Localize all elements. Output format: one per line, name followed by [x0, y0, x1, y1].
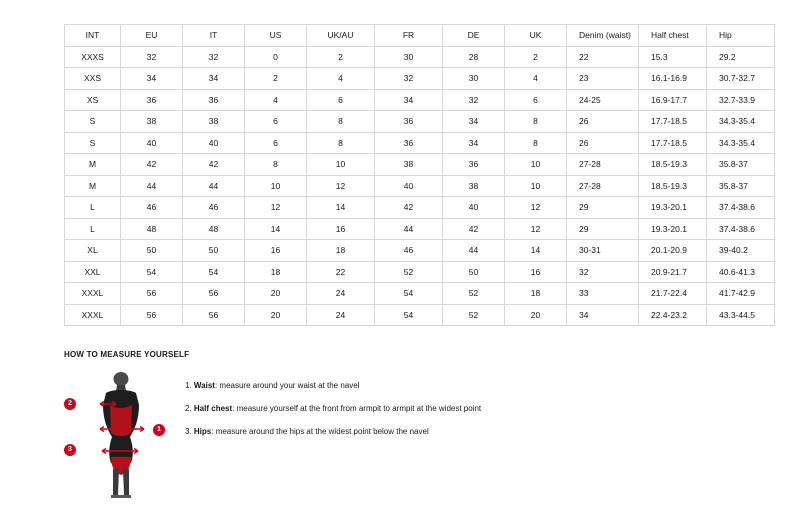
- table-cell: 18: [307, 240, 375, 262]
- table-cell: 21.7-22.4: [639, 283, 707, 305]
- table-cell: 32: [443, 89, 505, 111]
- table-cell: 56: [121, 283, 183, 305]
- table-cell: 38: [121, 111, 183, 133]
- table-cell: 20: [245, 283, 307, 305]
- table-cell: 4: [307, 68, 375, 90]
- table-cell: 40: [183, 132, 245, 154]
- table-cell: 35.8-37: [707, 175, 775, 197]
- mannequin-figure-container: [64, 371, 179, 501]
- table-cell: 18: [245, 261, 307, 283]
- table-row: [65, 154, 775, 176]
- table-cell: 2: [307, 46, 375, 68]
- table-cell: 14: [307, 197, 375, 219]
- table-cell: 27-28: [567, 154, 639, 176]
- instruction-term-waist: Waist: [193, 381, 215, 390]
- table-cell: 12: [505, 197, 567, 219]
- measure-badge-1: 1: [153, 424, 165, 436]
- table-cell: 8: [505, 111, 567, 133]
- table-cell: 10: [505, 154, 567, 176]
- table-cell: 12: [505, 218, 567, 240]
- table-cell: 22.4-23.2: [639, 304, 707, 326]
- table-cell: 22: [307, 261, 375, 283]
- table-cell: 34: [567, 304, 639, 326]
- table-row: [65, 304, 775, 326]
- table-cell: 34: [121, 68, 183, 90]
- table-cell: 28: [443, 46, 505, 68]
- mannequin-illustration: [86, 371, 156, 501]
- table-cell: 20.1-20.9: [639, 240, 707, 262]
- table-cell: 29: [567, 197, 639, 219]
- instruction-term-half-chest: Half chest: [193, 403, 233, 413]
- table-cell: 50: [443, 261, 505, 283]
- table-cell: 44: [443, 240, 505, 262]
- column-header-us: US: [245, 25, 307, 47]
- table-row: [65, 68, 775, 90]
- measure-badge-3: 3: [64, 444, 76, 456]
- table-cell: 4: [505, 68, 567, 90]
- table-cell: M: [65, 175, 121, 197]
- column-header-hip: Hip: [707, 25, 775, 47]
- table-cell: 16: [307, 218, 375, 240]
- table-cell: 34: [443, 132, 505, 154]
- how-to-measure-title: HOW TO MEASURE YOURSELF: [64, 350, 190, 359]
- table-cell: 30: [443, 68, 505, 90]
- table-row: [65, 111, 775, 133]
- table-cell: S: [65, 132, 121, 154]
- measure-instruction-waist: [185, 381, 481, 392]
- table-cell: 19.3-20.1: [639, 197, 707, 219]
- table-cell: 30-31: [567, 240, 639, 262]
- table-cell: 37.4-38.6: [707, 197, 775, 219]
- how-to-measure-section: [64, 350, 734, 501]
- table-cell: 32: [567, 261, 639, 283]
- table-cell: 6: [245, 111, 307, 133]
- table-cell: 40: [443, 197, 505, 219]
- table-cell: 4: [245, 89, 307, 111]
- table-cell: 23: [567, 68, 639, 90]
- table-cell: XS: [65, 89, 121, 111]
- table-cell: 6: [307, 89, 375, 111]
- table-cell: 54: [375, 304, 443, 326]
- table-cell: S: [65, 111, 121, 133]
- table-row: [65, 89, 775, 111]
- table-cell: 33: [567, 283, 639, 305]
- table-cell: 6: [505, 89, 567, 111]
- table-cell: 43.3-44.5: [707, 304, 775, 326]
- table-cell: 29: [567, 218, 639, 240]
- table-cell: 17.7-18.5: [639, 111, 707, 133]
- table-cell: 42: [375, 197, 443, 219]
- table-cell: 16: [245, 240, 307, 262]
- table-cell: 46: [375, 240, 443, 262]
- table-cell: 20: [245, 304, 307, 326]
- table-cell: 44: [183, 175, 245, 197]
- measure-instruction-half-chest: [185, 404, 481, 415]
- table-cell: 42: [443, 218, 505, 240]
- table-cell: 20: [505, 304, 567, 326]
- instruction-text-waist: : measure around your waist at the navel: [214, 381, 360, 390]
- table-cell: 46: [121, 197, 183, 219]
- table-cell: 27-28: [567, 175, 639, 197]
- table-cell: 52: [443, 304, 505, 326]
- table-cell: 2: [245, 68, 307, 90]
- table-cell: 0: [245, 46, 307, 68]
- column-header-it: IT: [183, 25, 245, 47]
- table-cell: 24: [307, 304, 375, 326]
- table-cell: 8: [505, 132, 567, 154]
- table-cell: L: [65, 197, 121, 219]
- table-cell: 36: [183, 89, 245, 111]
- table-row: [65, 261, 775, 283]
- table-row: [65, 175, 775, 197]
- table-cell: M: [65, 154, 121, 176]
- table-cell: 50: [121, 240, 183, 262]
- table-cell: 48: [183, 218, 245, 240]
- table-cell: 6: [245, 132, 307, 154]
- table-cell: 34: [183, 68, 245, 90]
- table-cell: 41.7-42.9: [707, 283, 775, 305]
- measure-instruction-hips: [185, 427, 481, 438]
- table-cell: 39-40.2: [707, 240, 775, 262]
- instruction-text-hips: : measure around the hips at the widest point below the navel: [211, 426, 429, 436]
- table-cell: 54: [121, 261, 183, 283]
- column-header-fr: FR: [375, 25, 443, 47]
- table-cell: 19.3-20.1: [639, 218, 707, 240]
- table-row: [65, 197, 775, 219]
- table-cell: 36: [443, 154, 505, 176]
- table-cell: 32: [121, 46, 183, 68]
- table-cell: 36: [375, 111, 443, 133]
- table-cell: 8: [307, 111, 375, 133]
- table-cell: 32: [183, 46, 245, 68]
- table-cell: 20.9-21.7: [639, 261, 707, 283]
- instruction-number-3: 3.: [185, 426, 192, 436]
- table-cell: 16: [505, 261, 567, 283]
- table-row: [65, 132, 775, 154]
- instruction-text-half-chest: : measure yourself at the front from armpit to armpit at the widest point: [232, 403, 482, 413]
- table-cell: 16.9-17.7: [639, 89, 707, 111]
- table-cell: 8: [245, 154, 307, 176]
- table-row: [65, 240, 775, 262]
- table-cell: 14: [245, 218, 307, 240]
- instruction-number-2: 2.: [185, 403, 192, 413]
- table-cell: 26: [567, 111, 639, 133]
- table-cell: L: [65, 218, 121, 240]
- table-row: [65, 46, 775, 68]
- table-cell: 18.5-19.3: [639, 175, 707, 197]
- table-cell: 10: [307, 154, 375, 176]
- table-cell: 46: [183, 197, 245, 219]
- table-cell: 15.3: [639, 46, 707, 68]
- table-cell: 34: [443, 111, 505, 133]
- column-header-half-chest: Half chest: [639, 25, 707, 47]
- table-cell: 36: [121, 89, 183, 111]
- table-cell: 30: [375, 46, 443, 68]
- table-body: [65, 46, 775, 326]
- table-cell: 8: [307, 132, 375, 154]
- table-cell: 44: [375, 218, 443, 240]
- table-cell: 56: [183, 304, 245, 326]
- table-cell: 2: [505, 46, 567, 68]
- table-cell: 42: [121, 154, 183, 176]
- table-header-row: [65, 25, 775, 47]
- table-cell: 34: [375, 89, 443, 111]
- table-cell: XXS: [65, 68, 121, 90]
- table-cell: 12: [245, 197, 307, 219]
- size-chart-container: [64, 24, 755, 326]
- table-cell: 17.7-18.5: [639, 132, 707, 154]
- table-cell: 36: [375, 132, 443, 154]
- table-cell: 16.1-16.9: [639, 68, 707, 90]
- table-cell: 32.7-33.9: [707, 89, 775, 111]
- table-cell: 12: [307, 175, 375, 197]
- column-header-de: DE: [443, 25, 505, 47]
- table-cell: 30.7-32.7: [707, 68, 775, 90]
- table-cell: 38: [375, 154, 443, 176]
- table-row: [65, 218, 775, 240]
- table-cell: 56: [121, 304, 183, 326]
- measure-badge-2: 2: [64, 398, 76, 410]
- table-cell: 29.2: [707, 46, 775, 68]
- instruction-term-hips: Hips: [193, 426, 212, 436]
- table-cell: 38: [183, 111, 245, 133]
- table-cell: 32: [375, 68, 443, 90]
- table-cell: 48: [121, 218, 183, 240]
- table-cell: 34.3-35.4: [707, 132, 775, 154]
- table-cell: 44: [121, 175, 183, 197]
- table-cell: 18.5-19.3: [639, 154, 707, 176]
- table-cell: XXXL: [65, 283, 121, 305]
- table-cell: 40: [375, 175, 443, 197]
- table-cell: 52: [443, 283, 505, 305]
- table-cell: 10: [505, 175, 567, 197]
- table-cell: 26: [567, 132, 639, 154]
- table-cell: 14: [505, 240, 567, 262]
- table-cell: 34.3-35.4: [707, 111, 775, 133]
- size-chart-table: [64, 24, 775, 326]
- table-cell: XXL: [65, 261, 121, 283]
- table-cell: 10: [245, 175, 307, 197]
- table-cell: 56: [183, 283, 245, 305]
- column-header-uk: UK: [505, 25, 567, 47]
- column-header-eu: EU: [121, 25, 183, 47]
- column-header-denim-waist: Denim (waist): [567, 25, 639, 47]
- table-cell: XL: [65, 240, 121, 262]
- table-cell: XXXL: [65, 304, 121, 326]
- table-cell: 18: [505, 283, 567, 305]
- table-cell: 42: [183, 154, 245, 176]
- table-row: [65, 283, 775, 305]
- table-cell: 24-25: [567, 89, 639, 111]
- table-cell: 50: [183, 240, 245, 262]
- table-cell: 54: [375, 283, 443, 305]
- column-header-uk-au: UK/AU: [307, 25, 375, 47]
- table-cell: 22: [567, 46, 639, 68]
- table-cell: 40: [121, 132, 183, 154]
- table-cell: 52: [375, 261, 443, 283]
- column-header-int: INT: [65, 25, 121, 47]
- table-cell: 35.8-37: [707, 154, 775, 176]
- table-cell: 37.4-38.6: [707, 218, 775, 240]
- measure-instructions-list: [179, 371, 481, 449]
- table-cell: 38: [443, 175, 505, 197]
- table-cell: 54: [183, 261, 245, 283]
- table-cell: 24: [307, 283, 375, 305]
- table-cell: XXXS: [65, 46, 121, 68]
- how-to-measure-body: [64, 371, 734, 501]
- instruction-number-1: 1.: [185, 381, 192, 390]
- table-cell: 40.6-41.3: [707, 261, 775, 283]
